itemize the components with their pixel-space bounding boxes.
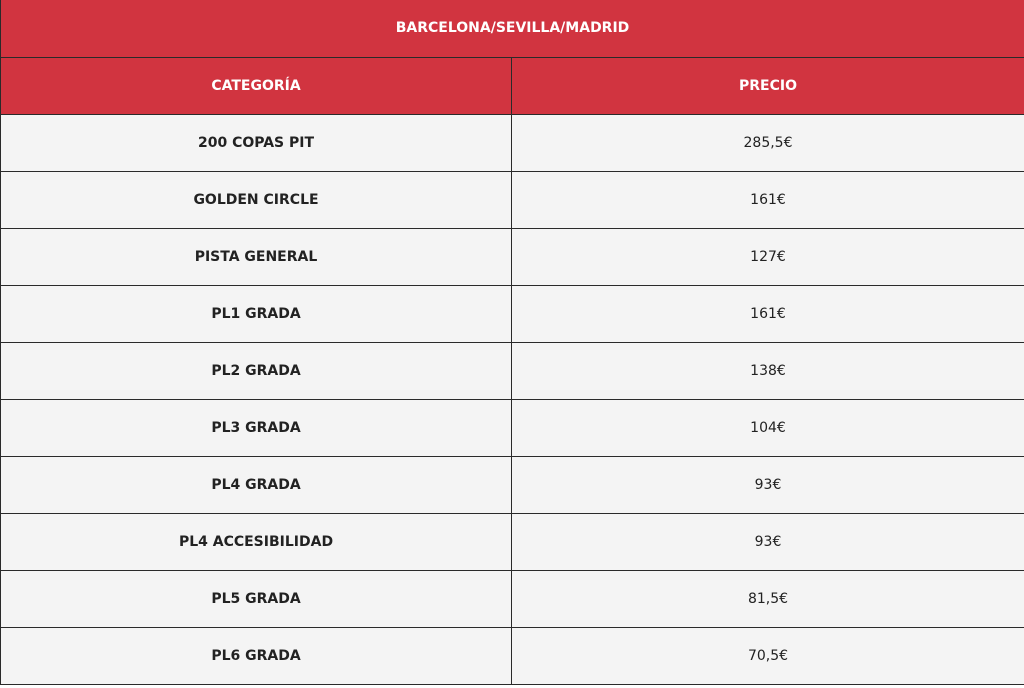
category-cell: GOLDEN CIRCLE	[1, 171, 512, 228]
table-row	[1, 114, 1024, 171]
price-cell: 127€	[512, 228, 1024, 285]
price-cell: 138€	[512, 342, 1024, 399]
category-cell: PL1 GRADA	[1, 285, 512, 342]
table-row	[1, 171, 1024, 228]
category-cell: PL6 GRADA	[1, 627, 512, 684]
price-cell: 161€	[512, 285, 1024, 342]
category-cell: PL2 GRADA	[1, 342, 512, 399]
price-cell: 93€	[512, 513, 1024, 570]
price-cell: 104€	[512, 399, 1024, 456]
table-header-row	[1, 57, 1024, 114]
category-cell: PL4 ACCESIBILIDAD	[1, 513, 512, 570]
category-cell: 200 COPAS PIT	[1, 114, 512, 171]
table-row	[1, 513, 1024, 570]
price-cell: 81,5€	[512, 570, 1024, 627]
table-row	[1, 342, 1024, 399]
column-header-category: CATEGORÍA	[1, 57, 512, 114]
category-cell: PL4 GRADA	[1, 456, 512, 513]
price-cell: 70,5€	[512, 627, 1024, 684]
price-cell: 161€	[512, 171, 1024, 228]
category-cell: PISTA GENERAL	[1, 228, 512, 285]
price-cell: 93€	[512, 456, 1024, 513]
column-header-price: PRECIO	[512, 57, 1024, 114]
table-row	[1, 399, 1024, 456]
table-row	[1, 228, 1024, 285]
price-cell: 285,5€	[512, 114, 1024, 171]
table-row	[1, 627, 1024, 684]
table-row	[1, 285, 1024, 342]
category-cell: PL3 GRADA	[1, 399, 512, 456]
table-title-row	[1, 0, 1024, 57]
table-row	[1, 570, 1024, 627]
category-cell: PL5 GRADA	[1, 570, 512, 627]
table-title: BARCELONA/SEVILLA/MADRID	[1, 0, 1024, 57]
table-row	[1, 456, 1024, 513]
